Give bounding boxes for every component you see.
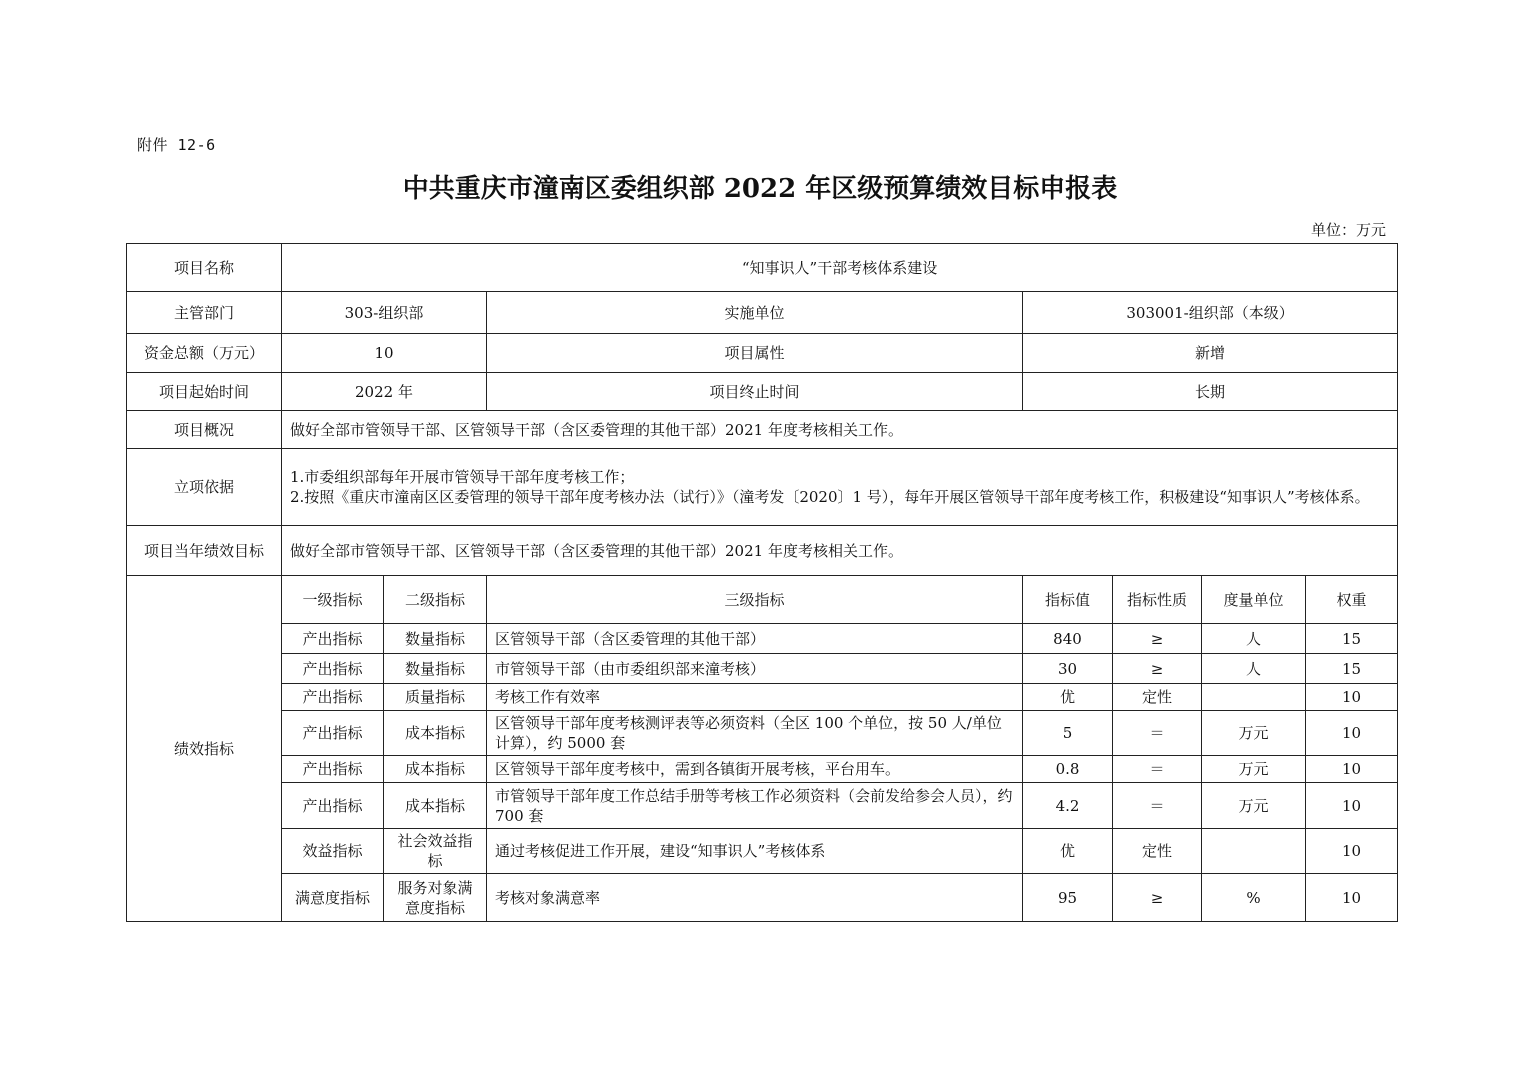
level2-cell: 质量指标 [384,684,487,711]
nature-cell: ＝ [1113,711,1202,756]
level1-cell: 产出指标 [282,783,384,829]
level2-cell: 数量指标 [384,624,487,654]
level3-cell: 通过考核促进工作开展，建设“知事识人”考核体系 [487,829,1023,874]
level3-cell: 区管领导干部（含区委管理的其他干部） [487,624,1023,654]
start-value: 2022 年 [282,373,487,411]
label-cell: 主管部门 [127,292,282,334]
row-basis [127,449,1398,526]
nature-cell: 定性 [1113,684,1202,711]
level1-cell: 满意度指标 [282,874,384,922]
level1-cell: 产出指标 [282,711,384,756]
unit-note: 单位：万元 [1310,221,1386,239]
end-value: 长期 [1023,373,1398,411]
table-row [127,783,1398,829]
attr-value: 新增 [1023,334,1398,373]
table-row [127,624,1398,654]
unit-cell: 人 [1202,624,1306,654]
project-name-value: “知事识人”干部考核体系建设 [282,244,1398,292]
header-cell: 指标性质 [1113,576,1202,624]
weight-cell: 10 [1306,711,1398,756]
label-cell: 项目属性 [487,334,1023,373]
nature-cell: ≥ [1113,624,1202,654]
nature-cell: ≥ [1113,654,1202,684]
label-cell: 项目概况 [127,411,282,449]
table-row [127,711,1398,756]
level3-cell: 区管领导干部年度考核测评表等必须资料（全区 100 个单位，按 50 人/单位计算），约 5000 套 [487,711,1023,756]
budget-form-table [126,243,1398,922]
unit-cell: 万元 [1202,756,1306,783]
page-title: 中共重庆市潼南区委组织部 2022 年区级预算绩效目标申报表 [402,174,1118,204]
goal-value: 做好全部市管领导干部、区管领导干部（含区委管理的其他干部）2021 年度考核相关工作。 [282,526,1398,576]
table-row [127,829,1398,874]
value-cell: 95 [1023,874,1113,922]
label-cell: 项目名称 [127,244,282,292]
header-cell: 三级指标 [487,576,1023,624]
value-cell: 4.2 [1023,783,1113,829]
value-cell: 840 [1023,624,1113,654]
level1-cell: 效益指标 [282,829,384,874]
level2-cell: 社会效益指标 [384,829,487,874]
unit-cell: % [1202,874,1306,922]
overview-value: 做好全部市管领导干部、区管领导干部（含区委管理的其他干部）2021 年度考核相关工作。 [282,411,1398,449]
header-cell: 权重 [1306,576,1398,624]
header-cell: 度量单位 [1202,576,1306,624]
value-cell: 5 [1023,711,1113,756]
weight-cell: 10 [1306,684,1398,711]
level1-cell: 产出指标 [282,654,384,684]
weight-cell: 10 [1306,829,1398,874]
basis-line-1: 1.市委组织部每年开展市管领导干部年度考核工作； [290,468,635,486]
header-cell: 指标值 [1023,576,1113,624]
label-cell: 实施单位 [487,292,1023,334]
basis-value [282,449,1398,526]
label-cell: 立项依据 [127,449,282,526]
unit-cell: 人 [1202,654,1306,684]
nature-cell: ＝ [1113,783,1202,829]
row-overview [127,411,1398,449]
level2-cell: 服务对象满意度指标 [384,874,487,922]
label-cell: 项目终止时间 [487,373,1023,411]
level2-cell: 成本指标 [384,756,487,783]
level3-cell: 区管领导干部年度考核中，需到各镇街开展考核，平台用车。 [487,756,1023,783]
value-cell: 0.8 [1023,756,1113,783]
row-goal [127,526,1398,576]
weight-cell: 15 [1306,654,1398,684]
nature-cell: ＝ [1113,756,1202,783]
table-row [127,684,1398,711]
basis-line-2: 2.按照《重庆市潼南区区委管理的领导干部年度考核办法（试行）》（潼考发〔2020〕1 号），每年开展区管领导干部年度考核工作，积极建设“知事识人”考核体系。 [290,488,1370,506]
dept-value: 303-组织部 [282,292,487,334]
row-department [127,292,1398,334]
nature-cell: ≥ [1113,874,1202,922]
attachment-number: 附件 12-6 [137,136,216,154]
unit-cell [1202,684,1306,711]
level3-cell: 考核工作有效率 [487,684,1023,711]
level2-cell: 数量指标 [384,654,487,684]
label-cell: 资金总额（万元） [127,334,282,373]
row-fund [127,334,1398,373]
level2-cell: 成本指标 [384,783,487,829]
indicator-header-row [127,576,1398,624]
level3-cell: 考核对象满意率 [487,874,1023,922]
weight-cell: 15 [1306,624,1398,654]
level1-cell: 产出指标 [282,624,384,654]
level1-cell: 产出指标 [282,684,384,711]
impl-value: 303001-组织部（本级） [1023,292,1398,334]
row-project-name [127,244,1398,292]
indicators-section-label: 绩效指标 [127,576,282,922]
table-row [127,654,1398,684]
value-cell: 优 [1023,829,1113,874]
level3-cell: 市管领导干部年度工作总结手册等考核工作必须资料（会前发给参会人员），约 700 套 [487,783,1023,829]
value-cell: 优 [1023,684,1113,711]
weight-cell: 10 [1306,756,1398,783]
nature-cell: 定性 [1113,829,1202,874]
level3-cell: 市管领导干部（由市委组织部来潼考核） [487,654,1023,684]
table-row [127,756,1398,783]
table-row [127,874,1398,922]
unit-cell: 万元 [1202,711,1306,756]
value-cell: 30 [1023,654,1113,684]
weight-cell: 10 [1306,874,1398,922]
unit-cell: 万元 [1202,783,1306,829]
level1-cell: 产出指标 [282,756,384,783]
label-cell: 项目当年绩效目标 [127,526,282,576]
level2-cell: 成本指标 [384,711,487,756]
header-cell: 二级指标 [384,576,487,624]
header-cell: 一级指标 [282,576,384,624]
row-time [127,373,1398,411]
weight-cell: 10 [1306,783,1398,829]
label-cell: 项目起始时间 [127,373,282,411]
fund-value: 10 [282,334,487,373]
unit-cell [1202,829,1306,874]
